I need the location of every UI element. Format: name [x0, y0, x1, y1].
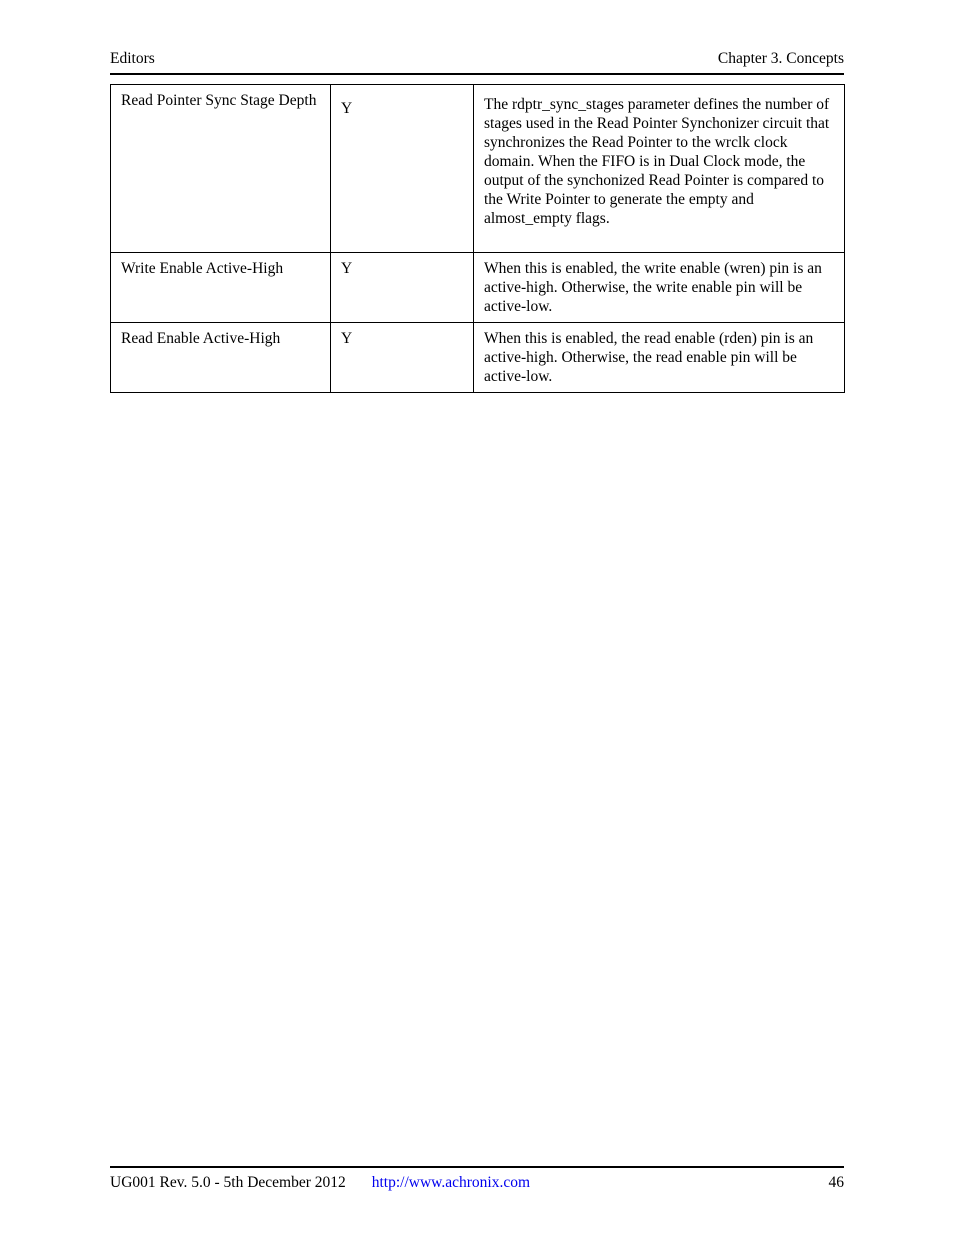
flag-cell: Y — [331, 85, 474, 253]
page-footer — [110, 1166, 844, 1192]
flag-cell: Y — [331, 253, 474, 323]
flag-cell: Y — [331, 323, 474, 393]
parameter-name-cell: Read Enable Active-High — [111, 323, 331, 393]
description-cell: The rdptr_sync_stages parameter defines the number of stages used in the Read Pointer Synchonizer circuit that synchronizes the Read Pointer to the wrclk clock domain. When the FIFO is in Dual Clock mode, the output of the synchonized Read Pointer is compared to the Write Pointer to generate the empty and almost_empty flags. — [474, 85, 845, 253]
page-header — [110, 50, 844, 75]
table-row — [111, 253, 845, 323]
table-row — [111, 323, 845, 393]
description-cell: When this is enabled, the read enable (rden) pin is an active-high. Otherwise, the read enable pin will be active-low. — [474, 323, 845, 393]
description-cell: When this is enabled, the write enable (wren) pin is an active-high. Otherwise, the write enable pin will be active-low. — [474, 253, 845, 323]
footer-revision-text: UG001 Rev. 5.0 - 5th December 2012 — [110, 1174, 346, 1191]
parameter-name-cell: Read Pointer Sync Stage Depth — [111, 85, 331, 253]
header-chapter-title: Chapter 3. Concepts — [717, 50, 844, 67]
parameter-name-cell: Write Enable Active-High — [111, 253, 331, 323]
table-row — [111, 85, 845, 253]
footer-page-number: 46 — [828, 1174, 844, 1191]
header-section-title: Editors — [110, 50, 155, 67]
footer-website-link[interactable]: http://www.achronix.com — [371, 1174, 531, 1191]
parameter-table — [110, 84, 845, 393]
